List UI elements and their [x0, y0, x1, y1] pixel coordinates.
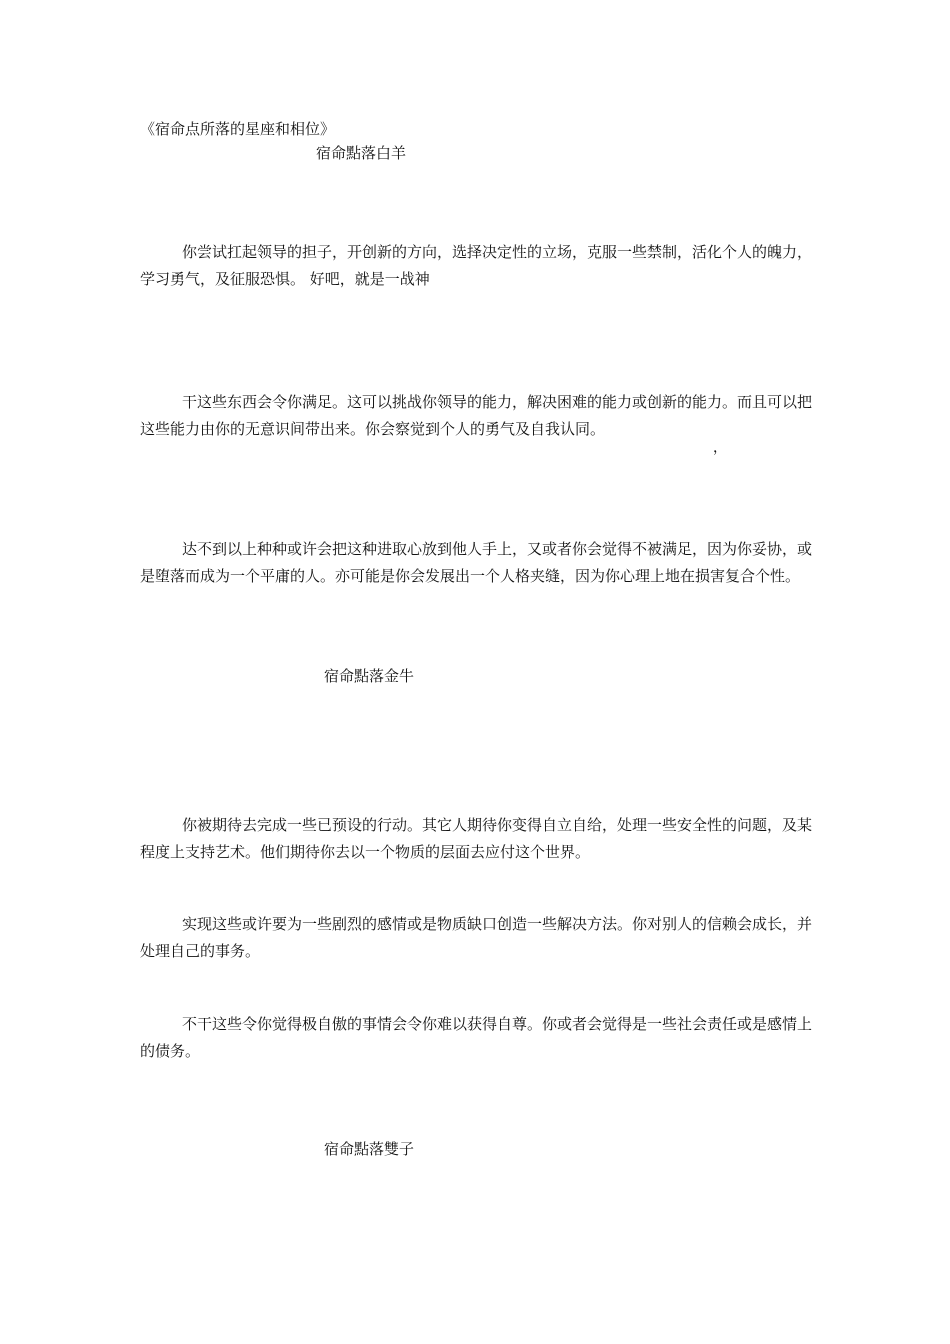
paragraph-taurus-3: 不干这些令你觉得极自傲的事情会令你难以获得自尊。你或者会觉得是一些社会责任或是感情上的债务。 — [140, 1015, 813, 1060]
document-title: 《宿命点所落的星座和相位》 — [140, 120, 336, 138]
paragraph-taurus-2: 实现这些或许要为一些剧烈的感情或是物质缺口创造一些解决方法。你对别人的信赖会成长，并处理自己的事务。 — [140, 915, 813, 960]
paragraph-aries-2: 干这些东西会令你满足。这可以挑战你领导的能力，解决困难的能力或创新的能力。而且可以把这些能力由你的无意识间带出来。你会察觉到个人的勇气及自我认同。 — [140, 393, 813, 438]
paragraph-aries-3: 达不到以上种种或许会把这种进取心放到他人手上，又或者你会觉得不被满足，因为你妥协，或是堕落而成为一个平庸的人。亦可能是你会发展出一个人格夹缝，因为你心理上地在损害复合个性。 — [140, 540, 813, 585]
paragraph-aries-1: 你尝试扛起领导的担子，开创新的方向，选择决定性的立场，克服一些禁制，活化个人的魄力，学习勇气，及征服恐惧。 好吧，就是一战神 — [140, 243, 813, 288]
section-heading-aries: 宿命點落白羊 — [316, 144, 407, 162]
section-heading-taurus: 宿命點落金牛 — [324, 667, 415, 685]
paragraph-taurus-1: 你被期待去完成一些已预设的行动。其它人期待你变得自立自给，处理一些安全性的问题，及某程度上支持艺术。他们期待你去以一个物质的层面去应付这个世界。 — [140, 816, 813, 861]
section-heading-gemini: 宿命點落雙子 — [324, 1140, 415, 1158]
stray-punctuation: ， — [713, 440, 727, 456]
